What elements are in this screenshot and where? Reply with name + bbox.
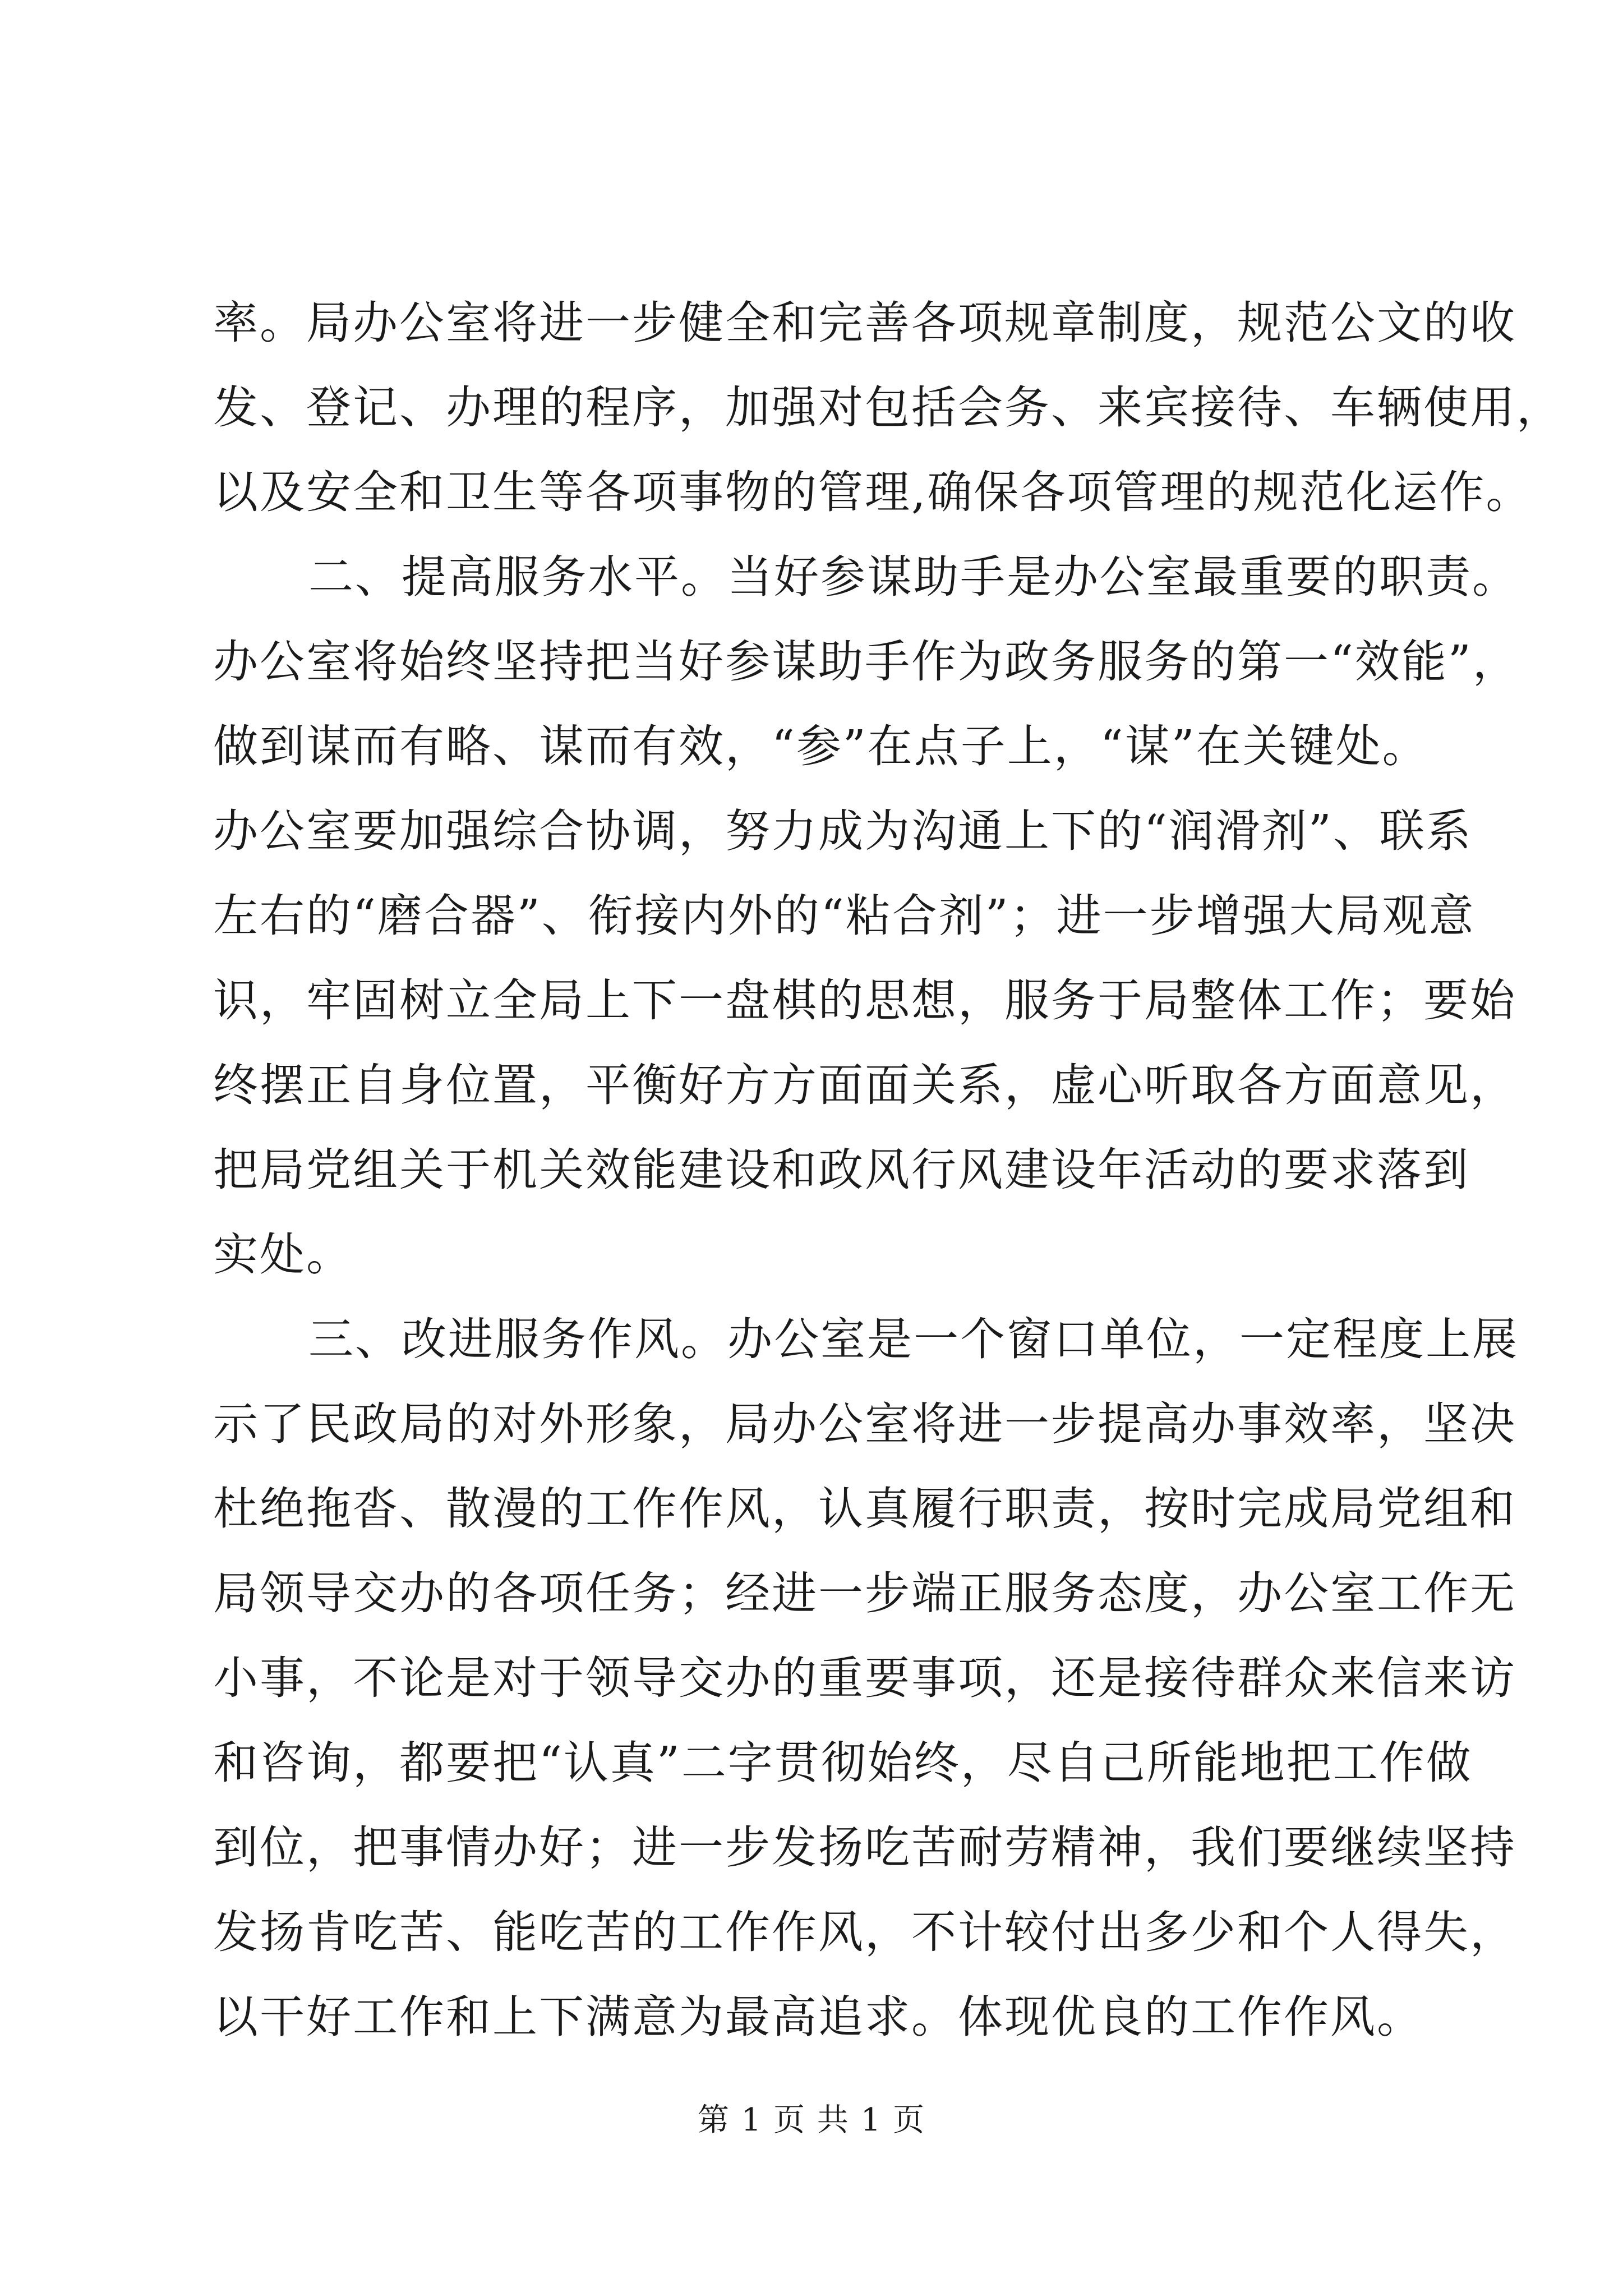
paragraph-heading-line: 三、改进服务作风。办公室是一个窗口单位，一定程度上展: [308, 1313, 1519, 1365]
text-line: 小事，不论是对于领导交办的重要事项，还是接待群众来信来访: [213, 1652, 1516, 1704]
text-line: 以干好工作和上下满意为最高追求。体现优良的工作作风。: [213, 1991, 1423, 2043]
text-line: 到位，把事情办好；进一步发扬吃苦耐劳精神，我们要继续坚持: [213, 1821, 1516, 1874]
paragraph-heading-line: 二、提高服务水平。当好参谋助手是办公室最重要的职责。: [308, 551, 1519, 603]
text-line: 杜绝拖沓、散漫的工作作风，认真履行职责，按时完成局党组和: [213, 1483, 1516, 1535]
text-line: 局领导交办的各项任务；经进一步端正服务态度，办公室工作无: [213, 1567, 1516, 1619]
text-line: 示了民政局的对外形象，局办公室将进一步提高办事效率，坚决: [213, 1398, 1516, 1450]
page-number-footer: 第 1 页 共 1 页: [697, 2102, 926, 2138]
text-line: 和咨询，都要把“认真”二字贯彻始终，尽自己所能地把工作做: [213, 1737, 1473, 1789]
text-line: 办公室将始终坚持把当好参谋助手作为政务服务的第一“效能”，: [213, 636, 1519, 688]
document-body: [213, 280, 1563, 2059]
text-line: 实处。: [213, 1228, 353, 1281]
text-line: 做到谋而有略、谋而有效，“参”在点子上，“谋”在关键处。: [213, 720, 1429, 772]
text-line: 左右的“磨合器”、衔接内外的“粘合剂”；进一步增强大局观意: [213, 890, 1476, 942]
text-line: 把局党组关于机关效能建设和政风行风建设年活动的要求落到: [213, 1144, 1470, 1196]
text-line: 发、登记、办理的程序，加强对包括会务、来宾接待、车辆使用，: [213, 381, 1563, 434]
text-line: 识，牢固树立全局上下一盘棋的思想，服务于局整体工作；要始: [213, 974, 1516, 1027]
text-line: 终摆正自身位置，平衡好方方面面关系，虚心听取各方面意见，: [213, 1059, 1516, 1111]
text-line: 率。局办公室将进一步健全和完善各项规章制度，规范公文的收: [213, 297, 1516, 349]
text-line: 发扬肯吃苦、能吃苦的工作作风，不计较付出多少和个人得失，: [213, 1906, 1516, 1958]
text-line: 办公室要加强综合协调，努力成为沟通上下的“润滑剂”、联系: [213, 805, 1473, 857]
text-line: 以及安全和卫生等各项事物的管理,确保各项管理的规范化运作。: [213, 466, 1533, 518]
